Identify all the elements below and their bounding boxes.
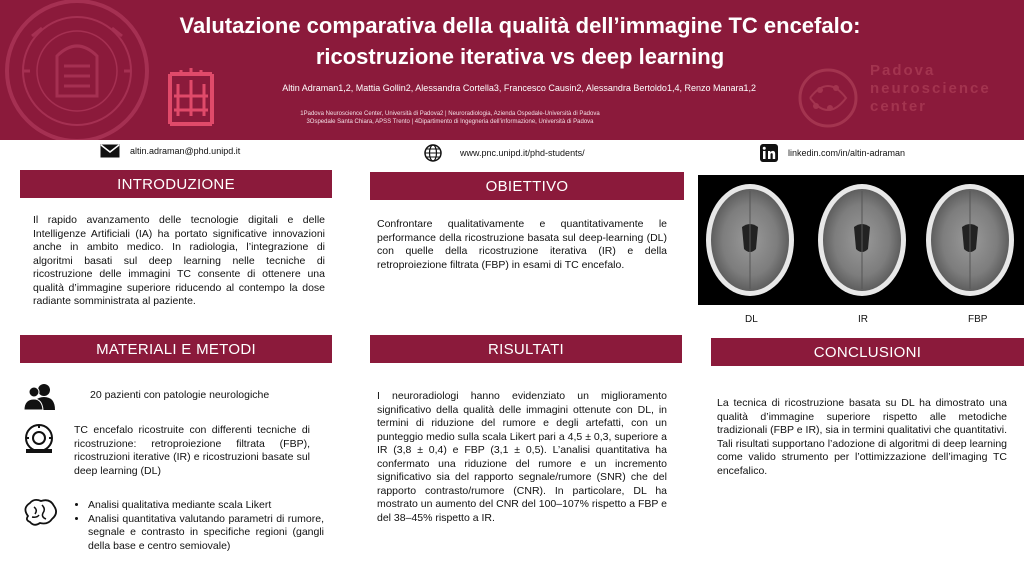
website-contact[interactable] — [424, 144, 585, 162]
caption-fbp: FBP — [968, 314, 988, 325]
risultati-text: I neuroradiologi hanno evidenziato un miglioramento significativo della qualità delle immagini ottenute con DL, in termini di riduzione del rumore e degli artefatti, con un punteggio medio sulla scala Likert pari a 4,5 ± 0,3, superiore a IR (3,8 ± 0,4) e FBP (3,1 ± 0,5). L’analisi quantitativa ha confermato una riduzione del rumore e un incremento significativo sia del rapporto segnale/rumore (SNR) che del rapporto contrasto/rumore (CNR). In particolare, DL ha mostrato un aumento del CNR del 100–107% rispetto a FBP e del 38–45% rispetto a IR. — [377, 390, 667, 524]
ct-image-panel — [698, 175, 1024, 305]
email-text: altin.adraman@phd.unipd.it — [130, 146, 241, 156]
ct-scan-ir — [818, 184, 906, 296]
affiliation-line-1: 1Padova Neuroscience Center, Università di Padova2 | Neuroradiologia, Azienda Ospedale-Università di Padova — [300, 111, 600, 117]
affiliation-line-2: 3Ospedale Santa Chiara, APSS Trento | 4Dipartimento di Ingegneria dell’informazione, Università di Padova — [306, 119, 594, 125]
globe-icon — [424, 144, 442, 162]
linkedin-icon — [760, 144, 778, 162]
email-contact[interactable] — [100, 144, 240, 158]
linkedin-contact[interactable] — [760, 144, 905, 162]
linkedin-text: linkedin.com/in/altin-adraman — [788, 148, 906, 158]
caption-ir: IR — [858, 314, 868, 325]
materiali-item-ct: TC encefalo ricostruite con differenti tecniche di ricostruzione: retroproiezione filtrata (FBP), ricostruzioni iterative (IR) e ricostruzioni basate sul deep learning (DL) — [74, 424, 310, 477]
materiali-bullet-1: • Analisi qualitativa mediante scala Likert — [88, 499, 324, 513]
introduzione-heading: INTRODUZIONE — [20, 170, 332, 198]
authors-list: Altin Adraman1,2, Mattia Gollin2, Alessandra Cortella3, Francesco Causin2, Alessandra Bertoldo1,4, Renzo Manara1,2 — [282, 83, 756, 93]
materiali-bullet-2: • Analisi quantitativa valutando parametri di rumore, segnale e contrasto in specifiche regioni (gangli della base e centro semiovale) — [88, 513, 324, 554]
introduzione-text: Il rapido avanzamento delle tecnologie digitali e delle Intelligenze Artificiali (IA) ha portato significative innovazioni anche in ambito medico. In radiologia, l’integrazione di algoritmi basati sul deep learning nelle tecniche di ricostruzione delle immagini TC consente di ottenere una qualità d’immagine superiore riducendo al contempo la dose radiante somministrata al paziente. — [33, 214, 325, 307]
risultati-heading: RISULTATI — [370, 335, 682, 363]
university-seal-logo — [2, 0, 152, 140]
poster-header — [0, 0, 1024, 140]
pnc-logo-line-3: center — [870, 98, 928, 115]
obiettivo-heading: OBIETTIVO — [370, 172, 684, 200]
ct-scans-figure — [698, 175, 1024, 305]
materiali-heading: MATERIALI E METODI — [20, 335, 332, 363]
website-text: www.pnc.unipd.it/phd-students/ — [460, 148, 585, 158]
patients-icon — [24, 382, 56, 410]
pnc-logo-text — [870, 62, 991, 116]
poster-title — [160, 10, 880, 72]
brain-icon — [22, 498, 58, 528]
ct-scan-dl — [706, 184, 794, 296]
conclusioni-text: La tecnica di ricostruzione basata su DL ha dimostrato una qualità d’immagine superiore rispetto alle metodiche tradizionali (FBP e IR), sia in termini qualitativi che quantitativi. Tali risultati supportano l’adozione di algoritmi di deep learning come valido strumento per l’ottimizzazione dell’imaging TC encefalico. — [717, 397, 1007, 477]
pnc-logo-line-1: Padova — [870, 62, 936, 79]
ct-scan-fbp — [926, 184, 1014, 296]
affiliations — [190, 110, 710, 126]
conclusioni-heading: CONCLUSIONI — [711, 338, 1024, 366]
pnc-logo-line-2: neuroscience — [870, 80, 991, 97]
ct-scanner-icon — [22, 423, 56, 457]
materiali-bullet-list — [74, 499, 324, 553]
contact-bar — [0, 140, 1024, 164]
obiettivo-text: Confrontare qualitativamente e quantitativamente le performance della ricostruzione basata sul deep-learning (DL) con quelle della ricostruzione iterativa (IR) e della retroproiezione filtrata (FBP) in esami di TC encefalo. — [377, 218, 667, 271]
caption-dl: DL — [745, 314, 758, 325]
materiali-item-patients: 20 pazienti con patologie neurologiche — [90, 389, 270, 401]
title-line-2: ricostruzione iterativa vs deep learning — [315, 44, 725, 69]
title-line-1: Valutazione comparativa della qualità dell’immagine TC encefalo: — [179, 13, 861, 38]
envelope-icon — [100, 144, 120, 158]
